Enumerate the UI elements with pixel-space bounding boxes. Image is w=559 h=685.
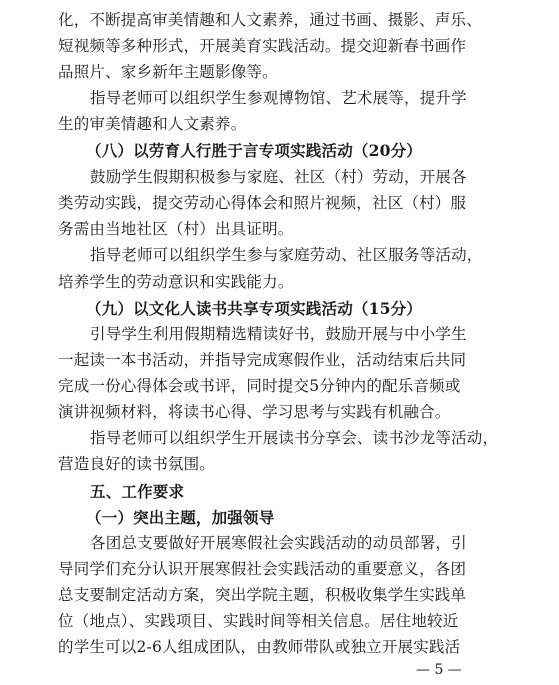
text-line: 完成一份心得体会或书评，同时提交5分钟内的配乐音频或 [58,377,461,395]
section-heading: （九）以文化人读书共享专项实践活动（15分） [86,299,422,318]
text-line: 总支要制定活动方案，突出学院主题，积极收集学生实践单 [58,586,467,604]
text-line: 指导老师可以组织学生参与家庭劳动、社区服务等活动， [90,246,483,264]
text-line: 演讲视频材料，将读书心得、学习思考与实践有机融合。 [58,403,451,421]
text-line: 短视频等多种形式，开展美育实践活动。提交迎新春书画作 [58,37,467,55]
section-heading: （八）以劳育人行胜于言专项实践活动（20分） [86,141,422,160]
subsection-heading: （一）突出主题，加强领导 [86,508,275,527]
text-line: 类劳动实践，提交劳动心得体会和照片视频，社区（村）服 [58,194,467,212]
text-line: 引导学生利用假期精选精读好书，鼓励开展与中小学生 [90,325,467,343]
text-line: 鼓励学生假期积极参与家庭、社区（村）劳动，开展各 [90,168,467,186]
section-heading: 五、工作要求 [90,482,185,501]
text-line: 导同学们充分认识开展寒假社会实践活动的重要意义，各团 [58,560,467,578]
text-line: 指导老师可以组织学生开展读书分享会、读书沙龙等活动， [90,429,499,447]
text-line: 务需由当地社区（村）出具证明。 [58,220,294,238]
text-line: 生的审美情趣和人文素养。 [58,115,247,133]
text-line: 指导老师可以组织学生参观博物馆、艺术展等，提升学 [90,89,467,107]
text-line: 各团总支要做好开展寒假社会实践活动的动员部署，引 [90,534,467,552]
text-line: 化，不断提高审美情趣和人文素养，通过书画、摄影、声乐、 [58,11,482,29]
text-line: 一起读一本书活动，并指导完成寒假作业，活动结束后共同 [58,351,467,369]
page-number: — 5 — [416,662,462,678]
text-line: 品照片、家乡新年主题影像等。 [58,63,278,81]
text-line: 的学生可以2-6人组成团队，由教师带队或独立开展实践活 [58,638,461,656]
text-line: 营造良好的读书氛围。 [58,455,216,473]
text-line: 培养学生的劳动意识和实践能力。 [58,273,294,291]
text-line: 位（地点）、实践项目、实践时间等相关信息。居住地较近 [58,612,459,630]
